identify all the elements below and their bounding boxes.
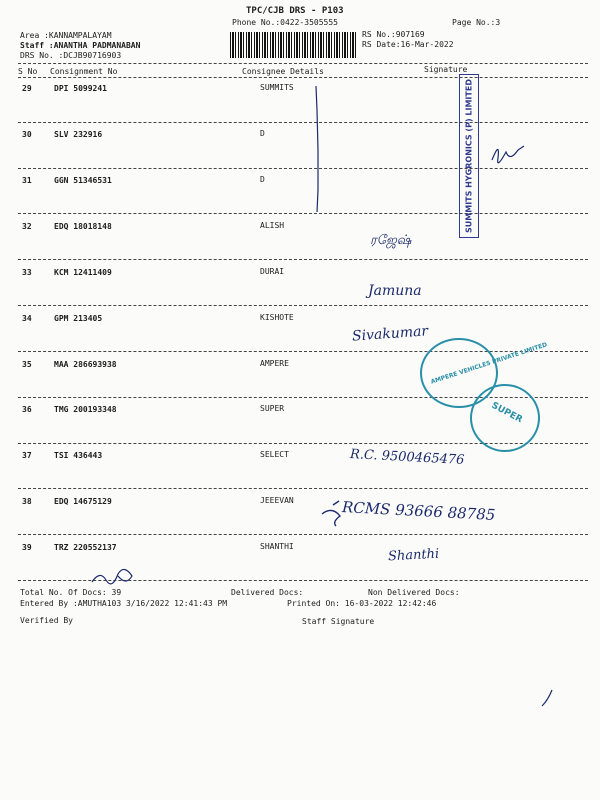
row-consignee: AMPERE — [260, 359, 289, 368]
signature-row39: Shanthi — [387, 546, 440, 565]
entered-by: Entered By :AMUTHA103 3/16/2022 12:41:43 PM — [20, 599, 228, 608]
stray-ink-mark — [542, 690, 552, 706]
row-consignee: D — [260, 175, 265, 184]
document-title: TPC/CJB DRS - P103 — [246, 6, 344, 16]
row-sno: 36 — [22, 405, 32, 414]
signature-row33: Jamuna — [368, 283, 422, 299]
column-sno: S No — [18, 67, 38, 76]
row-sno: 33 — [22, 268, 32, 277]
row-consignee: DURAI — [260, 267, 285, 276]
row-sno: 29 — [22, 84, 32, 93]
row-sno: 32 — [22, 222, 32, 231]
row-consignment: DPI 5099241 — [54, 84, 107, 93]
signature-row34: Sivakumar — [351, 323, 429, 345]
row-consignee: SHANTHI — [260, 542, 294, 551]
rs-number: RS No.:907169 — [362, 30, 425, 39]
row-sno: 39 — [22, 543, 32, 552]
row-consignment: SLV 232916 — [54, 130, 103, 139]
total-docs: Total No. Of Docs: 39 — [20, 588, 122, 597]
area-label: Area :KANNAMPALAYAM — [20, 31, 112, 40]
row-consignee: SELECT — [260, 450, 289, 459]
stamp-text: SUMMITS HYGRONICS (P) LIMITED — [464, 79, 474, 233]
staff-label: Staff :ANANTHA PADMANABAN — [20, 41, 141, 50]
row-consignment: TRZ 220552137 — [54, 543, 117, 552]
row-consignment: EDQ 14675129 — [54, 497, 112, 506]
column-consignee: Consignee Details — [242, 67, 324, 76]
column-consignment: Consignment No — [50, 67, 118, 76]
row-sno: 38 — [22, 497, 32, 506]
phone-number: Phone No.:0422-3505555 — [232, 18, 338, 27]
row-consignment: TMG 200193348 — [54, 405, 117, 414]
row-sno: 30 — [22, 130, 32, 139]
row-consignee: KISHOTE — [260, 313, 294, 322]
row-consignment: GGN 51346531 — [54, 176, 112, 185]
stamp-text: SUPER — [489, 400, 524, 426]
row-consignee: JEEEVAN — [260, 496, 294, 505]
row-consignee: SUMMITS — [260, 83, 294, 92]
verified-by: Verified By — [20, 616, 73, 625]
row-sno: 37 — [22, 451, 32, 460]
non-delivered-docs: Non Delivered Docs: — [368, 588, 460, 597]
row-consignment: GPM 213405 — [54, 314, 103, 323]
signature-row37: R.C. 9500465476 — [349, 447, 465, 468]
row-consignee: D — [260, 129, 265, 138]
signature-mark-row38 — [322, 501, 340, 526]
row-consignment: EDQ 18018148 — [54, 222, 112, 231]
row-consignee: SUPER — [260, 404, 285, 413]
signature-row38: RCMS 93666 88785 — [341, 497, 496, 525]
signature-row30 — [492, 146, 524, 163]
column-signature: Signature — [424, 65, 468, 74]
row-consignment: KCM 12411409 — [54, 268, 112, 277]
signature-total-docs — [92, 569, 132, 583]
row-sno: 35 — [22, 360, 32, 369]
drs-number: DRS No. :DCJB90716903 — [20, 51, 122, 60]
page-number: Page No.:3 — [452, 18, 501, 27]
staff-signature-label: Staff Signature — [302, 617, 375, 626]
signature-row32: ரஜேஷ் — [370, 233, 412, 248]
stamp-text: AMPERE VEHICLES PRIVATE LIMITED — [429, 341, 549, 386]
rs-date: RS Date:16-Mar-2022 — [362, 40, 454, 49]
row-consignment: TSI 436443 — [54, 451, 103, 460]
printed-on: Printed On: 16-03-2022 12:42:46 — [287, 599, 437, 608]
row-consignee: ALISH — [260, 221, 285, 230]
row-sno: 34 — [22, 314, 32, 323]
delivered-docs: Delivered Docs: — [231, 588, 304, 597]
row-consignment: MAA 286693938 — [54, 360, 117, 369]
ink-stroke-mark — [316, 86, 318, 212]
row-sno: 31 — [22, 176, 32, 185]
company-stamp-super — [470, 384, 540, 452]
company-stamp-summits — [459, 74, 479, 238]
